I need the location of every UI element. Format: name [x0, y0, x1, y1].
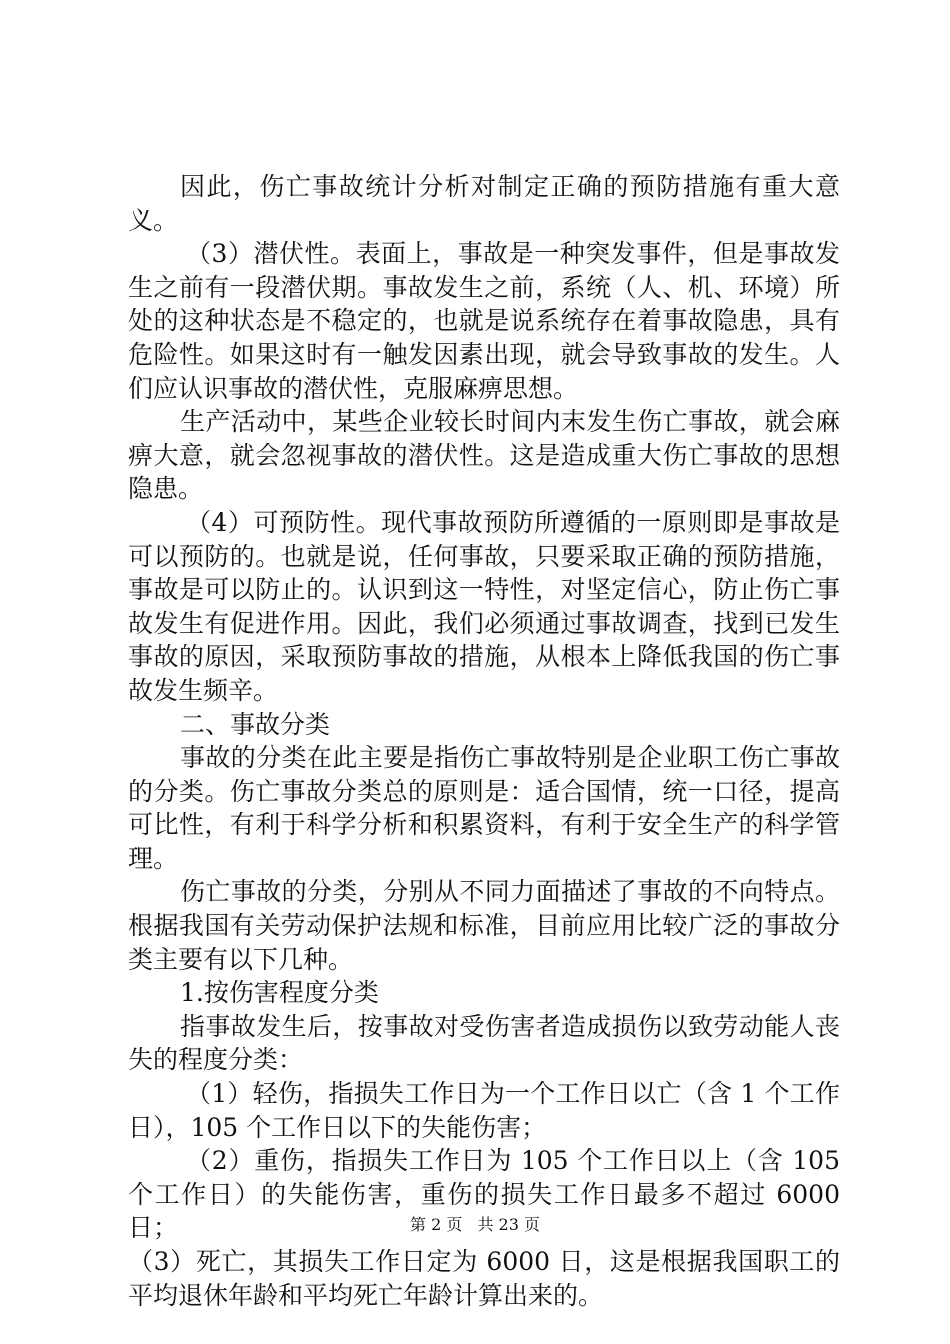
- subsection-heading: 1.按伤害程度分类: [180, 978, 379, 1008]
- section-heading: 二、事故分类: [180, 709, 331, 739]
- document-body: [128, 170, 840, 1312]
- list-item: （2）重伤，指损失工作日为 105 个工作日以上（含 105 个工作日）的失能伤害，重伤的损失工作日最多不超过 6000 日；: [128, 1146, 840, 1243]
- list-item: （3）死亡，其损失工作日定为 6000 日，这是根据我国职工的平均退休年龄和平均死亡年龄计算出来的。: [128, 1247, 840, 1310]
- list-item: （1）轻伤，指损失工作日为一个工作日以亡（含 1 个工作日），105 个工作日以下的失能伤害；: [128, 1079, 840, 1142]
- paragraph: 因此，伤亡事故统计分析对制定正确的预防措施有重大意义。: [128, 172, 840, 235]
- paragraph: 生产活动中，某些企业较长时间内末发生伤亡事故，就会麻痹大意，就会忽视事故的潜伏性。这是造成重大伤亡事故的思想隐患。: [128, 407, 840, 504]
- paragraph: （3）潜伏性。表面上，事故是一种突发事件，但是事故发生之前有一段潜伏期。事故发生之前，系统（人、机、环境）所处的这种状态是不稳定的，也就是说系统存在着事故隐患，具有危险性。如果这时有一触发因素出现，就会导致事故的发生。人们应认识事故的潜伏性，克服麻痹思想。: [128, 239, 840, 403]
- paragraph: 伤亡事故的分类，分别从不同力面描述了事故的不向特点。根据我国有关劳动保护法规和标准，目前应用比较广泛的事故分类主要有以下几种。: [128, 877, 840, 974]
- paragraph: （4）可预防性。现代事故预防所遵循的一原则即是事故是可以预防的。也就是说，任何事故，只要采取正确的预防措施，事故是可以防止的。认识到这一特性，对坚定信心，防止伤亡事故发生有促进作用。因此，我们必须通过事故调查，找到已发生事故的原因，采取预防事故的措施，从根本上降低我国的伤亡事故发生频辛。: [128, 507, 840, 705]
- page-footer: [0, 1212, 950, 1235]
- page-total: 共 23 页: [477, 1215, 540, 1234]
- paragraph: 事故的分类在此主要是指伤亡事故特别是企业职工伤亡事故的分类。伤亡事故分类总的原则是：适合国情，统一口径，提高可比性，有利于科学分析和积累资料，有利于安全生产的科学管理。: [128, 743, 840, 873]
- page-number: 第 2 页: [410, 1215, 463, 1234]
- paragraph: 指事故发生后，按事故对受伤害者造成损伤以致劳动能人丧失的程度分类：: [128, 1011, 840, 1075]
